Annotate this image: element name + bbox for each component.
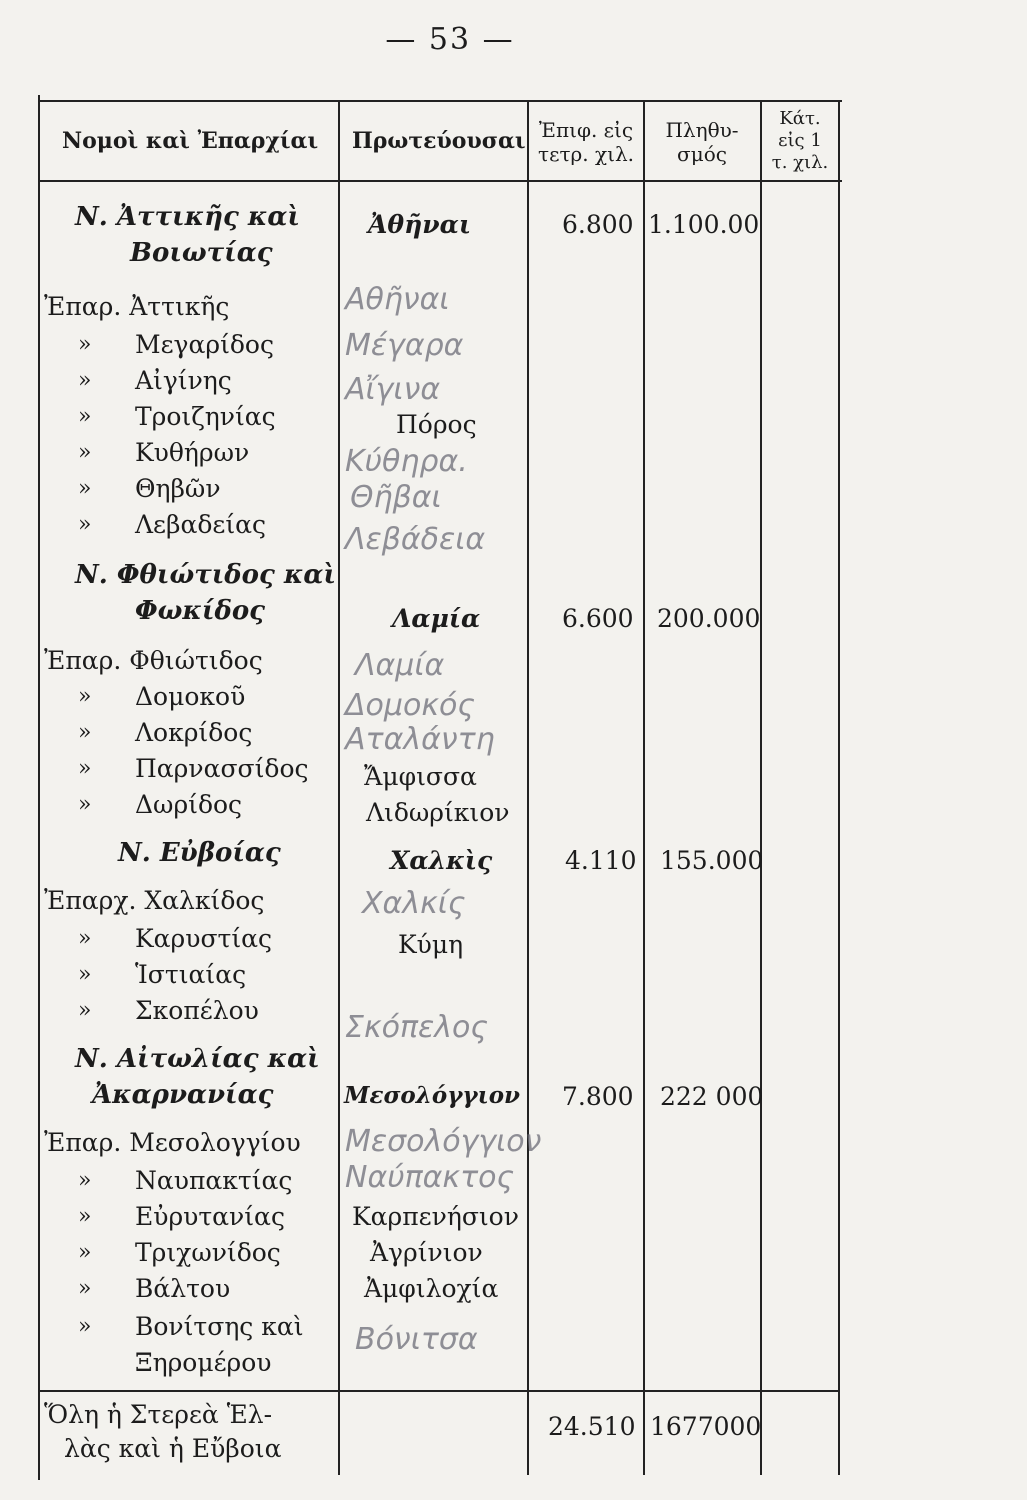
capital-mesolongi: Μεσολόγγιον: [344, 1082, 521, 1109]
header-density-line2: εἰς 1: [778, 130, 822, 151]
ditto-mark: »: [78, 1276, 92, 1301]
header-population-line1: Πληθυ-: [665, 118, 739, 142]
eparchy-evrytanias: Εὐρυτανίας: [135, 1202, 285, 1231]
pop-aitolia: 222 000: [660, 1082, 764, 1111]
header-density-line3: τ. χιλ.: [771, 152, 829, 173]
ditto-mark: »: [78, 1314, 92, 1339]
handwritten-note: Αταλάντη: [345, 722, 495, 757]
ditto-mark: »: [78, 476, 92, 501]
nomos-attiki-line1: Ν. Ἀττικῆς καὶ: [75, 202, 300, 232]
header-area-line2: τετρ. χιλ.: [538, 142, 634, 166]
pop-evia: 155.000: [660, 846, 764, 875]
ditto-mark: »: [78, 720, 92, 745]
header-density: [762, 108, 838, 174]
area-evia: 4.110: [565, 846, 637, 875]
total-area: 24.510: [548, 1412, 636, 1441]
handwritten-note: Αθῆναι: [345, 282, 450, 317]
eparchy-kythiron: Κυθήρων: [135, 438, 250, 467]
header-bottom-rule: [38, 180, 842, 182]
eparchy-skopelou: Σκοπέλου: [135, 996, 259, 1025]
pop-fthiotida: 200.000: [657, 604, 761, 633]
eparchy-mesolongiou: Ἐπαρ. Μεσολογγίου: [44, 1128, 301, 1157]
ditto-mark: »: [78, 756, 92, 781]
ditto-mark: »: [78, 998, 92, 1023]
total-top-rule: [38, 1390, 838, 1392]
header-capitals: Πρωτεύουσαι: [352, 128, 526, 154]
capital-poros: Πόρος: [396, 410, 477, 439]
handwritten-note: Βόνιτσα: [355, 1322, 478, 1357]
eparchy-megaridos: Μεγαρίδος: [135, 330, 274, 359]
handwritten-note: Σκόπελος: [345, 1010, 488, 1045]
col-rule-2: [527, 100, 529, 1475]
eparchy-doridos: Δωρίδος: [135, 790, 243, 819]
header-area: [530, 118, 642, 166]
col-rule-5: [838, 100, 840, 1475]
eparchy-domokou: Δομοκοῦ: [135, 682, 246, 711]
capital-agrinio: Ἀγρίνιον: [370, 1238, 483, 1267]
handwritten-note: Λεβάδεια: [345, 522, 486, 557]
capital-amfissa: Ἄμφισσα: [364, 762, 477, 791]
eparchy-chalkidos: Ἐπαρχ. Χαλκίδος: [44, 886, 265, 915]
nomos-evia: Ν. Εὐβοίας: [118, 838, 281, 868]
page-number: — 53 —: [385, 22, 515, 57]
eparchy-thivon: Θηβῶν: [135, 474, 221, 503]
eparchy-vonitsis: Βονίτσης καὶ: [135, 1312, 304, 1341]
header-nomoi: Νομοὶ καὶ Ἐπαρχίαι: [62, 128, 319, 154]
col-rule-3: [643, 100, 645, 1475]
ditto-mark: »: [78, 962, 92, 987]
eparchy-aiginis: Αἰγίνης: [135, 366, 232, 395]
area-fthiotida: 6.600: [562, 604, 634, 633]
eparchy-parnassidos: Παρνασσίδος: [135, 754, 309, 783]
eparchy-lokridos: Λοκρίδος: [135, 718, 253, 747]
ditto-mark: »: [78, 1240, 92, 1265]
capital-amfilochia: Ἀμφιλοχία: [364, 1274, 499, 1303]
capital-kymi: Κύμη: [398, 930, 464, 959]
handwritten-note: Θῆβαι: [350, 480, 442, 515]
header-density-line1: Κάτ.: [779, 108, 821, 129]
nomos-aitolia-line2: Ἀκαρνανίας: [92, 1080, 274, 1110]
col-rule-1: [338, 100, 340, 1475]
header-population: [646, 118, 758, 166]
total-label-line1: Ὅλη ἡ Στερεὰ Ἑλ-: [44, 1400, 273, 1429]
eparchy-xiromerou: Ξηρομέρου: [135, 1348, 272, 1377]
capital-chalkida: Χαλκὶς: [390, 846, 493, 875]
ditto-mark: »: [78, 1168, 92, 1193]
eparchy-valtou: Βάλτου: [135, 1274, 231, 1303]
nomos-fthiotida-line1: Ν. Φθιώτιδος καὶ: [75, 560, 336, 590]
eparchy-karystias: Καρυστίας: [135, 924, 273, 953]
col-rule-4: [760, 100, 762, 1475]
ditto-mark: »: [78, 684, 92, 709]
eparchy-nafpaktias: Ναυπακτίας: [135, 1166, 293, 1195]
eparchy-levadeias: Λεβαδείας: [135, 510, 267, 539]
handwritten-note: Λαμία: [355, 648, 445, 683]
ditto-mark: »: [78, 1204, 92, 1229]
table-top-rule: [38, 100, 842, 102]
handwritten-note: Μεσολόγγιον: [345, 1124, 542, 1159]
eparchy-attikis: Ἐπαρ. Ἀττικῆς: [44, 292, 230, 321]
eparchy-istiaias: Ἱστιαίας: [135, 960, 247, 989]
ditto-mark: »: [78, 404, 92, 429]
pop-attiki: 1.100.00: [648, 210, 760, 239]
header-population-line2: σμός: [677, 142, 727, 166]
eparchy-fthiotidos: Ἐπαρ. Φθιώτιδος: [44, 646, 263, 675]
handwritten-note: Ναύπακτος: [345, 1160, 515, 1195]
capital-karpenisi: Καρπενήσιον: [352, 1202, 519, 1231]
ditto-mark: »: [78, 440, 92, 465]
ditto-mark: »: [78, 792, 92, 817]
nomos-attiki-line2: Βοιωτίας: [130, 238, 273, 268]
eparchy-troizinias: Τροιζηνίας: [135, 402, 276, 431]
handwritten-note: Κύθηρα.: [345, 444, 468, 479]
capital-lamia: Λαμία: [392, 604, 481, 633]
handwritten-note: Αἴγινα: [345, 372, 441, 407]
nomos-fthiotida-line2: Φωκίδος: [135, 596, 265, 626]
ditto-mark: »: [78, 332, 92, 357]
header-area-line1: Ἐπιφ. εἰς: [538, 118, 634, 142]
nomos-aitolia-line1: Ν. Αἰτωλίας καὶ: [75, 1044, 320, 1074]
capital-lidoriki: Λιδωρίκιον: [366, 798, 510, 827]
handwritten-note: Μέγαρα: [345, 328, 464, 363]
handwritten-note: Δομοκός: [345, 688, 475, 723]
ditto-mark: »: [78, 368, 92, 393]
ditto-mark: »: [78, 512, 92, 537]
area-aitolia: 7.800: [562, 1082, 634, 1111]
total-label-line2: λὰς καὶ ἡ Εὔβοια: [64, 1434, 282, 1463]
handwritten-note: Χαλκίς: [362, 886, 466, 921]
ditto-mark: »: [78, 926, 92, 951]
area-attiki: 6.800: [562, 210, 634, 239]
total-population: 1677000: [650, 1412, 762, 1441]
eparchy-trichonidos: Τριχωνίδος: [135, 1238, 281, 1267]
capital-athens: Ἀθῆναι: [368, 210, 471, 239]
table-left-rule: [38, 95, 40, 1480]
